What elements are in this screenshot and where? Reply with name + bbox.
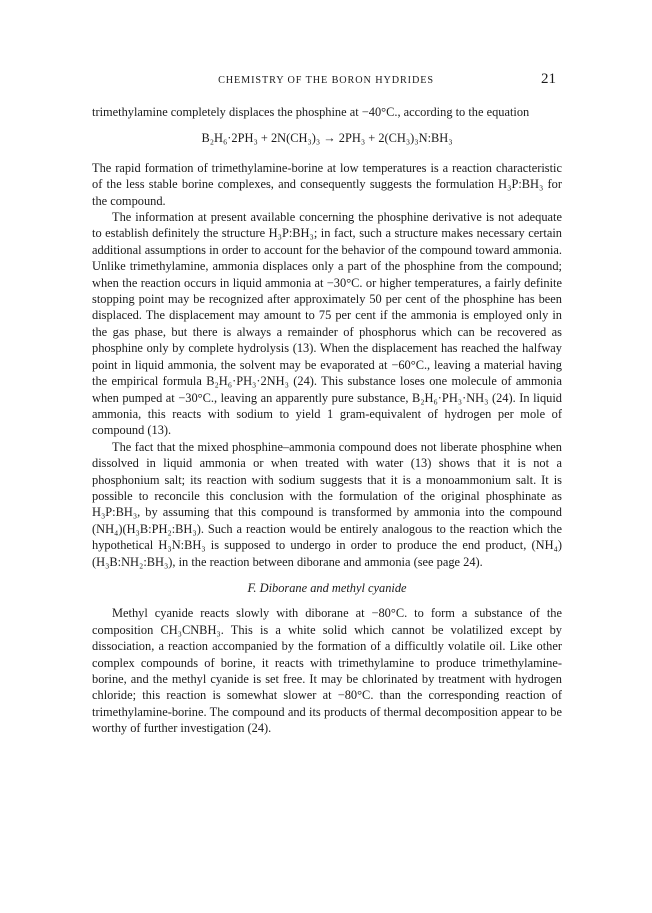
section-heading: F. Diborane and methyl cyanide (247, 580, 407, 595)
paragraph-methyl-cyanide: Methyl cyanide reacts slowly with diborane at −80°C. to form a substance of the composition CH₃CNBH₃. This is a white solid which cannot be volatilized except by dissociation, a reaction accompanied by the formation of a difficultly volatile oil. Like other complex compounds of borine, it reacts with trimethylamine to produce trimethylamine-borine, and the methyl cyanide is set free. It may be chlorinated by treatment with hydrogen chloride; this reaction is somewhat slower at −80°C. than the corresponding reaction of trimethylamine-borine. The compound and its products of thermal decomposition appear to be worthy of further investigation (24). (92, 606, 562, 736)
page-number: 21 (541, 71, 556, 87)
running-title: CHEMISTRY OF THE BORON HYDRIDES (218, 75, 434, 86)
paragraph-phosphine-derivative: The information at present available concerning the phosphine derivative is not adequate to establish definitely the structure H₃P:BH₃; in fact, such a structure makes necessary certain additional assumptions in order to account for the behavior of the compound toward ammonia. Unlike trimethylamine, ammonia displaces only a part of the phosphine from the compound; when the reaction occurs in liquid ammonia at −30°C. or higher temperatures, a fairly definite stopping point may be recognized after approximately 50 per cent of the phosphine has been displaced. The displacement may amount to 75 per cent if the ammonia is employed only in the gas phase, but there is always a remainder of phosphorus which can be recovered as phosphine only by complete hydrolysis (13). When the displacement has reached the halfway point in liquid ammonia, the solvent may be evaporated at −60°C., leaving a material having the empirical formula B₂H₆·PH₃·2NH₃ (24). This substance loses one molecule of ammonia when pumped at −30°C., leaving an apparently pure substance, B₂H₆·PH₃·NH₃ (24). In liquid ammonia, this reacts with sodium to yield 1 gram-equivalent of hydrogen per mole of compound (13). (92, 210, 562, 438)
paragraph-monoammonium-salt: The fact that the mixed phosphine–ammonia compound does not liberate phosphine when dissolved in liquid ammonia or when treated with water (13) shows that it is not a phosphonium salt; its reaction with sodium suggests that it is a monoammonium salt. It is possible to reconcile this conclusion with the formulation of the original phosphinate as H₃P:BH₃, by assuming that this compound is transformed by ammonia into the compound (NH₄)(H₃B:PH₂:BH₃). Such a reaction would be entirely analogous to the reaction which the hypothetical H₃N:BH₃ is supposed to undergo in order to produce the end product, (NH₄)(H₃B:NH₂:BH₃), in the reaction between diborane and ammonia (see page 24). (92, 439, 562, 569)
paragraph-borine-formation: The rapid formation of trimethylamine-borine at low temperatures is a reaction characteristic of the less stable borine complexes, and consequently suggests the formulation H₃P:BH₃ for the compound. (92, 160, 562, 208)
paragraph-continuation: trimethylamine completely displaces the phosphine at −40°C., according to the equation (92, 105, 530, 119)
body-text (92, 104, 562, 737)
running-head (92, 71, 560, 91)
reaction-equation: B₂H₆·2PH₃ + 2N(CH₃)₃ → 2PH₃ + 2(CH₃)₃N:BH₃ (201, 131, 453, 146)
